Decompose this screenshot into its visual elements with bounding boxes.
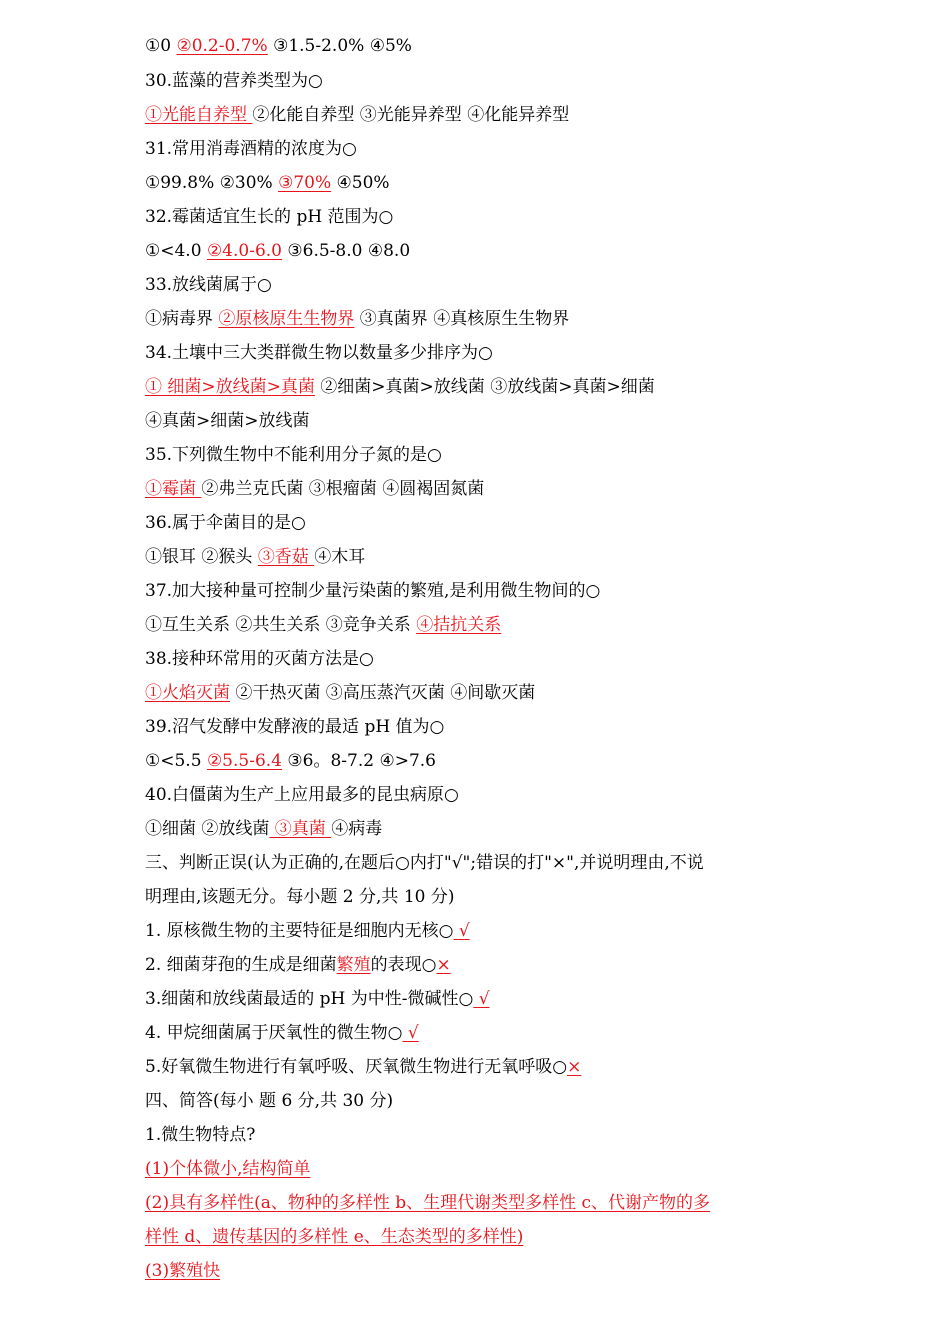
answer-text: (2)具有多样性(a、物种的多样性 b、生理代谢类型多样性 c、代谢产物的多 [145, 1193, 711, 1213]
question-text: ③真菌界 ④真核原生生物界 [354, 309, 570, 329]
question-text: ①互生关系 ②共生关系 ③竞争关系 [145, 615, 417, 635]
question-text: 33.放线菌属于○ [145, 275, 272, 295]
text-line [145, 342, 493, 364]
text-line [145, 70, 323, 92]
text-line [145, 1022, 419, 1044]
answer-text: √ [402, 1023, 419, 1043]
question-text: 明理由,该题无分。每小题 2 分,共 10 分) [145, 887, 455, 907]
question-text: ①病毒界 [145, 309, 219, 329]
question-text: 3.细菌和放线菌最适的 pH 为中性-微碱性○ [145, 989, 474, 1009]
text-line [145, 784, 459, 806]
question-text: ①<5.5 [145, 751, 207, 771]
question-text: ②弗兰克氏菌 ③根瘤菌 ④圆褐固氮菌 [201, 479, 485, 499]
text-line [145, 546, 365, 568]
question-text: ④木耳 [314, 547, 366, 567]
question-text: ③1.5-2.0% ④5% [267, 36, 412, 56]
text-line [145, 1090, 393, 1112]
question-text: 2. 细菌芽孢的生成是细菌 [145, 955, 337, 975]
answer-text: ③70% [278, 173, 332, 193]
answer-text: 样性 d、遗传基因的多样性 e、生态类型的多样性) [145, 1227, 524, 1247]
question-text: 32.霉菌适宜生长的 pH 范围为○ [145, 207, 394, 227]
question-text: ②细菌>真菌>放线菌 ③放线菌>真菌>细菌 [314, 377, 655, 397]
text-line [145, 1192, 710, 1214]
question-text: 39.沼气发酵中发酵液的最适 pH 值为○ [145, 717, 445, 737]
question-text: ④真菌>细菌>放线菌 [145, 411, 310, 431]
text-line [145, 716, 444, 738]
answer-text: (1)个体微小,结构简单 [145, 1159, 311, 1179]
answer-text: ①火焰灭菌 [145, 683, 230, 703]
text-line [145, 1226, 523, 1248]
question-text: ④50% [331, 173, 390, 193]
text-line [145, 614, 501, 636]
text-line [145, 750, 436, 772]
question-text: ④病毒 [331, 819, 383, 839]
answer-text: ①霉菌 [145, 479, 202, 499]
answer-text: × [567, 1057, 582, 1077]
text-line [145, 886, 455, 908]
text-line [145, 274, 272, 296]
question-text: 37.加大接种量可控制少量污染菌的繁殖,是利用微生物间的○ [145, 581, 601, 601]
answer-text: 繁殖 [336, 955, 371, 975]
question-text: ②干热灭菌 ③高压蒸汽灭菌 ④间歇灭菌 [230, 683, 536, 703]
answer-text: ③香菇 [257, 547, 315, 567]
text-line [145, 920, 470, 942]
text-line [145, 240, 410, 262]
question-text: ①细菌 ②放线菌 [145, 819, 270, 839]
answer-text: ③真菌 [269, 819, 332, 839]
text-line [145, 1260, 220, 1282]
question-text: 31.常用消毒酒精的浓度为○ [145, 139, 357, 159]
text-line [145, 682, 535, 704]
text-line [145, 308, 569, 330]
text-line [145, 1124, 255, 1146]
text-line [145, 172, 390, 194]
question-text: 1.微生物特点? [145, 1125, 256, 1145]
text-line [145, 1158, 310, 1180]
text-line [145, 206, 393, 228]
question-text: ①99.8% ②30% [145, 173, 279, 193]
text-line [145, 648, 374, 670]
question-text: 34.土壤中三大类群微生物以数量多少排序为○ [145, 343, 493, 363]
question-text: ①0 [145, 36, 177, 56]
answer-text: ②5.5-6.4 [206, 751, 282, 771]
text-line [145, 512, 306, 534]
answer-text: (3)繁殖快 [145, 1261, 221, 1281]
text-line [145, 1056, 581, 1078]
question-text: 四、简答(每小 题 6 分,共 30 分) [145, 1091, 394, 1111]
question-text: 30.蓝藻的营养类型为○ [145, 71, 323, 91]
text-line [145, 954, 451, 976]
answer-text: ① 细菌>放线菌>真菌 [145, 377, 315, 397]
question-text: 1. 原核微生物的主要特征是细胞内无核○ [145, 921, 454, 941]
question-text: 5.好氧微生物进行有氧呼吸、厌氧微生物进行无氧呼吸○ [145, 1057, 568, 1077]
question-text: 40.白僵菌为生产上应用最多的昆虫病原○ [145, 785, 459, 805]
answer-text: × [436, 955, 451, 975]
text-line [145, 35, 412, 57]
text-line [145, 852, 704, 874]
answer-text: ①光能自养型 [145, 105, 253, 125]
question-text: ②化能自养型 ③光能异养型 ④化能异养型 [252, 105, 570, 125]
text-line [145, 818, 382, 840]
text-line [145, 376, 655, 398]
text-line [145, 104, 569, 126]
question-text: 三、判断正误(认为正确的,在题后○内打"√";错误的打"×",并说明理由,不说 [145, 853, 704, 873]
question-text: ①<4.0 [145, 241, 207, 261]
question-text: 35.下列微生物中不能利用分子氮的是○ [145, 445, 442, 465]
answer-text: ②原核原生生物界 [218, 309, 355, 329]
question-text: 36.属于伞菌目的是○ [145, 513, 306, 533]
text-line [145, 478, 484, 500]
answer-text: ④拮抗关系 [416, 615, 502, 635]
text-line [145, 988, 490, 1010]
answer-text: ②4.0-6.0 [206, 241, 282, 261]
answer-text: ②0.2-0.7% [176, 36, 268, 56]
text-line [145, 444, 442, 466]
question-text: 4. 甲烷细菌属于厌氧性的微生物○ [145, 1023, 403, 1043]
question-text: 的表现○ [370, 955, 437, 975]
question-text: 38.接种环常用的灭菌方法是○ [145, 649, 374, 669]
answer-text: √ [473, 989, 490, 1009]
answer-text: √ [453, 921, 470, 941]
text-line [145, 580, 600, 602]
question-text: ③6.5-8.0 ④8.0 [282, 241, 411, 261]
text-line [145, 138, 357, 160]
question-text: ③6。8-7.2 ④>7.6 [282, 751, 436, 771]
question-text: ①银耳 ②猴头 [145, 547, 258, 567]
text-line [145, 410, 310, 432]
